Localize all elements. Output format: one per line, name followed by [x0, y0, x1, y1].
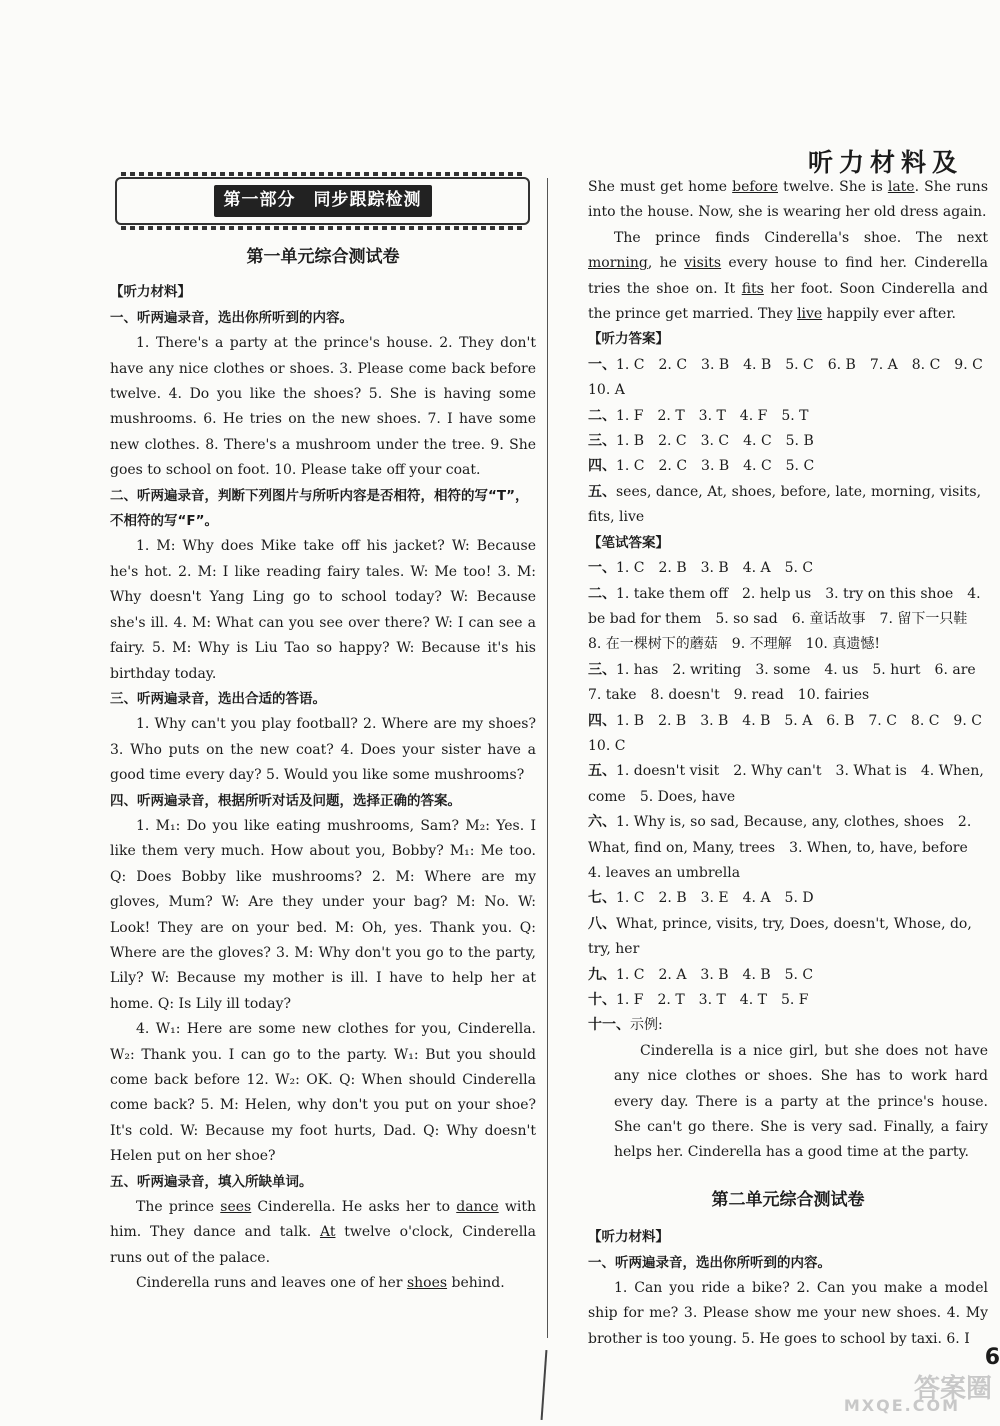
unit1-s2-text: 1. M: Why does Mike take off his jacket? W: Because he's hot. 2. M: I like reading fairy tales. W: Me too! 3. M: Why doesn't Yang Ling go to school today? W: Because she's ill. 4. M: What can you see over there? W: I can see a fairy. 5. M: Why is Liu Tao so happy? W: Because it's his birthday today. [110, 538, 536, 682]
unit1-s3-title: 三、听两遍录音，选出合适的答语。 [110, 690, 326, 707]
listen-answer-row [588, 480, 988, 531]
blank-answer: live [797, 306, 823, 323]
blank-answer: fits [741, 280, 764, 297]
written-answer-row-text: 1. C 2. B 3. B 4. A 5. C [616, 560, 814, 577]
unit1-listening-label: 【听力材料】 [110, 284, 191, 301]
written-answer-row [588, 582, 988, 658]
unit1-title: 第一单元综合测试卷 [246, 247, 400, 267]
written-answer-row-lead: 十、 [588, 992, 616, 1008]
unit2-title: 第二单元综合测试卷 [711, 1189, 865, 1210]
listen-answer-row-lead: 一、 [588, 356, 616, 373]
unit2-s1-text: 1. Can you ride a bike? 2. Can you make a model ship for me? 3. Please show me your new shoes. 4. My brother is too young. 5. He goes to school by taxi. 6. I [588, 1280, 988, 1347]
written-answer-row [588, 1013, 988, 1038]
written-answer-row [588, 658, 988, 709]
watermark-logo: 答案圈 [913, 1374, 992, 1404]
written-answer-row-lead: 三、 [588, 661, 616, 678]
written-answer-row [588, 810, 988, 886]
listen-answer-row-lead: 二、 [588, 407, 616, 424]
written-answer-row-text: 1. Why is, so sad, Because, any, clothes, shoes 2. What, find on, Many, trees 3. When, to, have, before 4. leaves an umbrella [588, 814, 982, 881]
page-number: 6 [984, 1345, 1000, 1370]
written-answer-row-lead: 四、 [588, 712, 616, 729]
blank-answer: late [887, 179, 915, 195]
written-answer-row-lead: 八、 [588, 915, 616, 932]
written-answer-row-text: 1. doesn't visit 2. Why can't 3. What is 4. When, come 5. Does, have [588, 763, 984, 805]
written-answer-row [588, 759, 988, 810]
written-answer-row-lead: 一、 [588, 560, 616, 577]
unit2-listening-label: 【听力材料】 [588, 1229, 669, 1246]
written-answer-row-lead: 五、 [588, 763, 616, 780]
unit1-s4-text-2: 4. W₁: Here are some new clothes for you, Cinderella. W₂: Thank you. I can go to the party. W₁: But you should come back before 12. W₂: OK. Q: When should Cinderella come back? 5. M: Helen, why don't you put on your shoe? It's cold. W: Because my foot hurts, Dad. Q: Why doesn't Helen put on her shoe? [110, 1021, 536, 1165]
listen-answer-row-text: 1. C 2. C 3. B 4. C 5. C [616, 458, 815, 475]
written-answer-row-text: 1. C 2. B 3. E 4. A 5. D [616, 890, 814, 907]
column-divider [547, 178, 548, 1338]
unit1-s4-text-1: 1. M₁: Do you like eating mushrooms, Sam? M₂: Yes. I like them very much. How about you, Bobby? M₁: Me too. Q: Does Bobby like mushrooms? 2. M: Where are my gloves, Mum? W: Are they under your bag? M: No. W: Look! They are on your bed. M: Oh, yes. Thank you. Q: Where are the gloves? 3. M: Why don't you go to the party, Lily? W: Because my mother is ill. I have to help her at home. Q: Is Lily ill today? [110, 817, 536, 1012]
right-column [588, 175, 997, 1352]
written-answer-row [588, 988, 988, 1013]
written-answer-row-text: What, prince, visits, try, Does, doesn't, Whose, do, try, her [588, 915, 972, 958]
written-answer-row-lead: 九、 [588, 966, 616, 983]
written-answer-row [588, 963, 988, 988]
part-banner [115, 177, 530, 225]
page-header-title: 听力材料及 [808, 148, 964, 177]
blank-answer: sees [220, 1199, 252, 1216]
unit1-s5-title: 五、听两遍录音，填入所缺单词。 [110, 1173, 313, 1190]
unit2-s1-title: 一、听两遍录音，选出你所听到的内容。 [588, 1254, 831, 1271]
blank-answer: morning [588, 255, 648, 272]
written-answer-row-lead: 六、 [588, 814, 616, 831]
listen-answer-row-text: sees, dance, At, shoes, before, late, morning, visits, fits, live [588, 483, 982, 526]
blank-answer: shoes [406, 1275, 448, 1292]
unit1-s5-para-3: The prince finds Cinderella's shoe. The next morning, he visits every house to find her. Cinderella tries the shoe on. It fits her foot. Soon Cinderella and the prince get married. They live happily ever after. [588, 229, 988, 323]
blank-answer: before [732, 179, 778, 195]
left-column [110, 175, 536, 1297]
unit1-s1-title: 一、听两遍录音，选出你所听到的内容。 [110, 309, 353, 326]
written-answer-row-text: 1. take them off 2. help us 3. try on this shoe 4. be bad for them 5. so sad 6. 童话故事 7. 留下一只鞋 8. 在一棵树下的蘑菇 9. 不理解 10. 真遗憾! [588, 585, 982, 653]
written-answer-row [588, 556, 988, 581]
listen-answer-row-lead: 四、 [588, 458, 616, 475]
listen-answers-list [588, 353, 997, 531]
written-answer-row-text: 1. F 2. T 3. T 4. T 5. F [616, 992, 809, 1008]
listen-answer-row [588, 353, 997, 404]
binding-mark [541, 1350, 548, 1420]
written-answer-row [588, 709, 996, 760]
blank-answer: At [319, 1224, 336, 1241]
written-answer-row-text: 1. C 2. A 3. B 4. B 5. C [616, 966, 814, 983]
unit1-s3-text: 1. Why can't you play football? 2. Where are my shoes? 3. Who puts on the new coat? 4. Does your sister have a good time every day? 5. Would you like some mushrooms? [110, 716, 536, 784]
blank-answer: dance [456, 1199, 499, 1216]
written-answer-row-text: 1. has 2. writing 3. some 4. us 5. hurt 6. are 7. take 8. doesn't 9. read 10. fairies [588, 661, 990, 704]
part-banner-text: 第一部分 同步跟踪检测 [214, 185, 432, 216]
watermark-url: MXQE.COM [843, 1396, 960, 1415]
listen-answer-row-text: 1. B 2. C 3. C 4. C 5. B [616, 433, 814, 450]
written-answer-row [588, 886, 988, 911]
written-answer-row-text: 示例: [630, 1017, 663, 1034]
blank-answer: visits [684, 255, 722, 272]
written-answer-row [588, 912, 988, 963]
unit1-s1-text: 1. There's a party at the prince's house. 2. They don't have any nice clothes or shoes. 3. Please come back before twelve. 4. Do you like the shoes? 5. She is having some mushrooms. 6. He tries on the new shoes. 7. I have some new clothes. 8. There's a mushroom under the tree. 9. She goes to school on foot. 10. Please take off your coat. [110, 335, 536, 479]
listen-answer-row-lead: 三、 [588, 433, 616, 450]
listen-answer-row-text: 1. C 2. C 3. B 4. B 5. C 6. B 7. A 8. C 9. C 10. A [588, 356, 997, 399]
unit1-s2-title: 二、听两遍录音，判断下列图片与所听内容是否相符，相符的写“T”，不相符的写“F”。 [110, 487, 529, 530]
sample-essay: Cinderella is a nice girl, but she does not have any nice clothes or shoes. She has to work hard every day. There is a party at the prince's house. She can't go there. She is very sad. Finally, a fairy helps her. Cinderella has a good time at the party. [614, 1042, 988, 1161]
unit1-s5-para-2-cont: She must get home before twelve. She is late. She runs into the house. Now, she is wearing her old dress again. [588, 179, 989, 221]
unit1-s5-para-2-start: Cinderella runs and leaves one of her shoes behind. [136, 1275, 505, 1292]
listen-answers-label: 【听力答案】 [588, 331, 669, 348]
written-answer-row-text: 1. B 2. B 3. B 4. B 5. A 6. B 7. C 8. C 9. C 10. C [588, 712, 996, 754]
written-answer-row-lead: 七、 [588, 890, 616, 907]
listen-answer-row [588, 404, 988, 429]
written-answer-row-lead: 二、 [588, 585, 616, 602]
listen-answer-row-text: 1. F 2. T 3. T 4. F 5. T [616, 407, 809, 424]
written-answers-list [588, 556, 996, 1039]
listen-answer-row [588, 454, 988, 479]
written-answer-row-lead: 十一、 [588, 1017, 630, 1034]
unit1-s5-para-1: The prince sees Cinderella. He asks her to dance with him. They dance and talk. At twelve o'clock, Cinderella runs out of the palace. [110, 1199, 536, 1266]
unit1-s4-title: 四、听两遍录音，根据所听对话及问题，选择正确的答案。 [110, 792, 461, 809]
listen-answer-row [588, 429, 988, 454]
written-answers-label: 【笔试答案】 [588, 534, 669, 551]
listen-answer-row-lead: 五、 [588, 483, 616, 500]
